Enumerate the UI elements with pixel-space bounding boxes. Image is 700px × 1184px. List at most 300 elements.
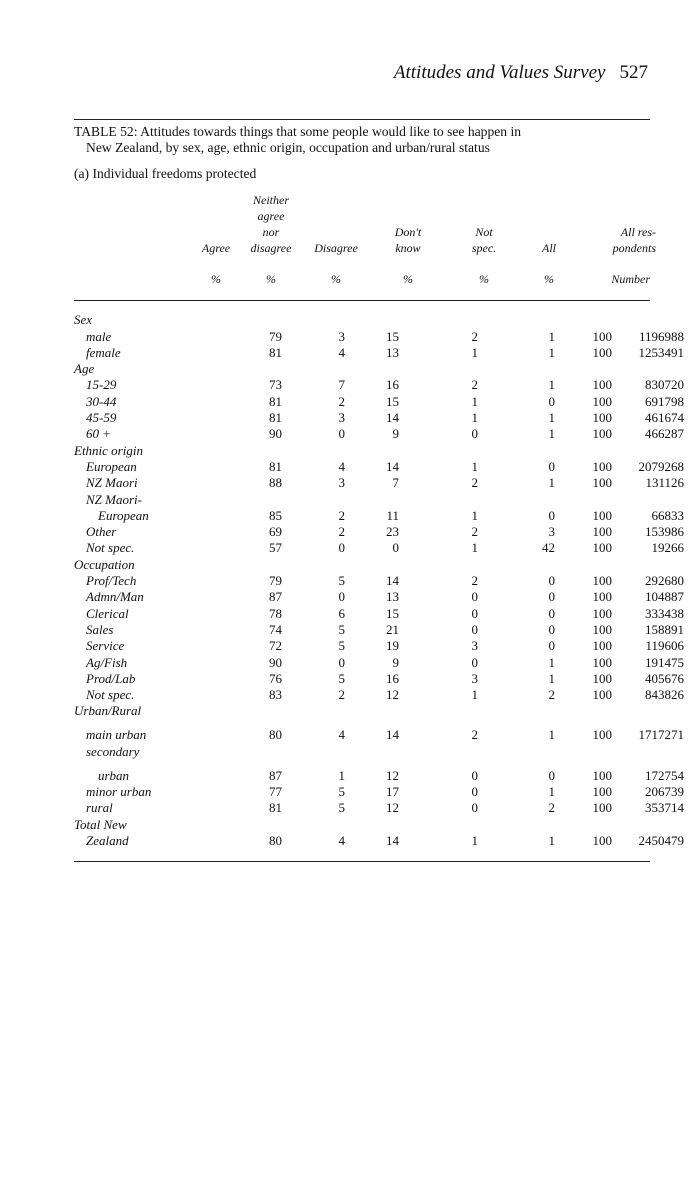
cell-dont-know: 1	[471, 393, 478, 409]
cell-all-respondents	[612, 361, 684, 377]
page-number: 527	[619, 62, 648, 83]
cell-neither: 2	[338, 393, 345, 409]
cell-agree: 81	[269, 458, 282, 474]
row-label: Not spec.	[86, 687, 135, 703]
cell-all-respondents: 191475	[645, 654, 684, 670]
row-label: female	[86, 344, 121, 360]
cell-all-respondents: 19266	[651, 540, 684, 556]
row-label: male	[86, 328, 112, 344]
cell-all-respondents: 153986	[645, 524, 684, 540]
cell-all	[555, 816, 612, 832]
cell-all: 100	[592, 800, 612, 816]
header-all-label: All	[542, 241, 556, 255]
header-disagree-label: Disagree	[314, 241, 358, 255]
cell-agree: 87	[269, 767, 282, 783]
table-caption	[74, 124, 654, 156]
cell-not-spec: 2	[548, 687, 555, 703]
cell-all: 100	[592, 687, 612, 703]
cell-not-spec: 1	[548, 670, 555, 686]
cell-all-respondents: 843826	[645, 687, 684, 703]
header-bottom-rule	[74, 300, 650, 301]
cell-not-spec	[478, 703, 555, 719]
cell-dont-know	[399, 816, 478, 832]
table-row	[74, 442, 684, 458]
cell-neither: 3	[338, 475, 345, 491]
cell-all-respondents	[612, 312, 684, 328]
cell-agree: 72	[269, 638, 282, 654]
table-row	[74, 800, 684, 816]
cell-neither: 5	[338, 784, 345, 800]
cell-all-respondents: 405676	[645, 670, 684, 686]
cell-all: 100	[592, 605, 612, 621]
cell-all-respondents: 1196988	[638, 328, 684, 344]
cell-all-respondents: 119606	[645, 638, 684, 654]
cell-agree: 80	[269, 832, 282, 848]
header-neither	[238, 192, 304, 256]
cell-not-spec: 3	[548, 524, 555, 540]
cell-disagree: 13	[386, 589, 399, 605]
cell-agree: 81	[269, 393, 282, 409]
cell-all-respondents: 333438	[645, 605, 684, 621]
cell-agree: 77	[269, 784, 282, 800]
cell-all: 100	[592, 573, 612, 589]
unit-disagree: %	[331, 272, 341, 286]
cell-all-respondents	[612, 743, 684, 759]
table-row	[74, 459, 684, 475]
cell-neither: 2	[338, 687, 345, 703]
row-label: rural	[86, 800, 113, 816]
cell-not-spec	[478, 743, 555, 759]
cell-agree: 81	[269, 344, 282, 360]
cell-dont-know: 1	[471, 410, 478, 426]
cell-agree: 90	[269, 426, 282, 442]
cell-all: 100	[592, 426, 612, 442]
cell-not-spec: 1	[548, 475, 555, 491]
header-not-spec	[456, 224, 512, 256]
cell-all	[555, 312, 612, 328]
row-label: Prod/Lab	[86, 670, 136, 686]
cell-neither: 5	[338, 573, 345, 589]
header-dont-know-line2: know	[395, 241, 421, 255]
table-row	[74, 540, 684, 556]
table-row	[74, 638, 684, 654]
cell-not-spec: 0	[548, 621, 555, 637]
cell-not-spec: 1	[548, 832, 555, 848]
cell-all	[555, 556, 612, 572]
row-label: Service	[86, 638, 125, 654]
cell-dont-know: 0	[471, 621, 478, 637]
table-row	[74, 508, 684, 524]
cell-dont-know: 2	[471, 524, 478, 540]
cell-not-spec: 42	[542, 540, 555, 556]
running-head	[394, 62, 648, 84]
table-row	[74, 703, 684, 719]
cell-disagree: 14	[386, 832, 399, 848]
cell-agree: 85	[269, 507, 282, 523]
table-subcaption: (a) Individual freedoms protected	[74, 166, 257, 181]
section-label: Sex	[74, 312, 93, 328]
cell-all: 100	[592, 458, 612, 474]
cell-agree	[198, 312, 282, 328]
cell-all: 100	[592, 670, 612, 686]
cell-dont-know	[399, 491, 478, 507]
cell-agree: 88	[269, 475, 282, 491]
cell-neither: 0	[338, 540, 345, 556]
cell-dont-know	[399, 361, 478, 377]
cell-all-respondents: 353714	[645, 800, 684, 816]
cell-disagree: 14	[386, 458, 399, 474]
cell-disagree: 16	[386, 377, 399, 393]
cell-not-spec	[478, 442, 555, 458]
cell-all: 100	[592, 638, 612, 654]
cell-all: 100	[592, 410, 612, 426]
cell-neither	[282, 361, 345, 377]
header-not-spec-line1: Not	[475, 225, 493, 239]
cell-disagree: 14	[386, 573, 399, 589]
unit-all-respondents: Number	[611, 272, 650, 286]
unit-all: %	[544, 272, 554, 286]
table-row	[74, 377, 684, 393]
cell-agree: 78	[269, 605, 282, 621]
caption-top-rule	[74, 119, 650, 120]
table-row	[74, 605, 684, 621]
cell-dont-know: 0	[471, 800, 478, 816]
cell-agree: 80	[269, 727, 282, 743]
caption-line-2: New Zealand, by sex, age, ethnic origin, occupation and urban/rural status	[86, 140, 490, 155]
cell-disagree: 16	[386, 670, 399, 686]
cell-agree: 57	[269, 540, 282, 556]
cell-not-spec: 1	[548, 328, 555, 344]
row-label: Admn/Man	[86, 589, 144, 605]
cell-dont-know: 2	[471, 573, 478, 589]
cell-all: 100	[592, 344, 612, 360]
cell-disagree: 12	[386, 800, 399, 816]
cell-all-respondents	[612, 491, 684, 507]
cell-all-respondents	[612, 442, 684, 458]
cell-all-respondents	[612, 703, 684, 719]
row-label: NZ Maori-	[86, 491, 142, 507]
cell-all-respondents: 131126	[645, 475, 684, 491]
cell-neither	[282, 703, 345, 719]
cell-not-spec: 2	[548, 800, 555, 816]
cell-disagree: 23	[386, 524, 399, 540]
table-row	[74, 361, 684, 377]
cell-dont-know: 1	[471, 458, 478, 474]
cell-not-spec: 0	[548, 393, 555, 409]
row-label: European	[98, 507, 149, 523]
cell-agree: 79	[269, 573, 282, 589]
cell-all: 100	[592, 540, 612, 556]
cell-all-respondents: 66833	[651, 507, 684, 523]
cell-all	[555, 361, 612, 377]
cell-all-respondents: 158891	[645, 621, 684, 637]
row-label: 60 +	[86, 426, 112, 442]
cell-all: 100	[592, 393, 612, 409]
cell-neither: 4	[338, 458, 345, 474]
cell-dont-know: 2	[471, 328, 478, 344]
cell-disagree	[345, 361, 399, 377]
cell-neither: 3	[338, 410, 345, 426]
cell-all: 100	[592, 832, 612, 848]
header-dont-know	[378, 224, 438, 256]
cell-neither: 1	[338, 767, 345, 783]
cell-all: 100	[592, 507, 612, 523]
cell-not-spec	[478, 491, 555, 507]
cell-neither	[282, 743, 345, 759]
header-neither-line1: Neither	[253, 193, 289, 207]
table-row	[74, 312, 684, 328]
cell-neither	[282, 816, 345, 832]
cell-dont-know: 2	[471, 377, 478, 393]
cell-dont-know: 1	[471, 540, 478, 556]
cell-disagree: 13	[386, 344, 399, 360]
table-row	[74, 393, 684, 409]
row-label: 45-59	[86, 410, 117, 426]
cell-neither: 0	[338, 589, 345, 605]
cell-dont-know: 2	[471, 727, 478, 743]
table-row	[74, 345, 684, 361]
table-row	[74, 671, 684, 687]
data-table	[74, 312, 684, 849]
cell-all: 100	[592, 654, 612, 670]
cell-dont-know	[399, 703, 478, 719]
cell-disagree	[345, 743, 399, 759]
cell-all-respondents: 466287	[645, 426, 684, 442]
cell-all: 100	[592, 727, 612, 743]
row-label: Not spec.	[86, 540, 135, 556]
cell-all: 100	[592, 589, 612, 605]
cell-all-respondents: 1717271	[638, 727, 684, 743]
cell-all: 100	[592, 475, 612, 491]
cell-neither: 4	[338, 832, 345, 848]
cell-disagree: 12	[386, 767, 399, 783]
cell-not-spec: 1	[548, 654, 555, 670]
cell-dont-know: 3	[471, 670, 478, 686]
cell-dont-know	[399, 312, 478, 328]
cell-dont-know: 0	[471, 767, 478, 783]
section-label: Urban/Rural	[74, 703, 142, 719]
caption-line-1: TABLE 52: Attitudes towards things that some people would like to see happen in	[74, 124, 522, 139]
cell-all	[555, 491, 612, 507]
header-all-respondents	[592, 224, 656, 256]
cell-neither: 2	[338, 507, 345, 523]
unit-not-spec: %	[479, 272, 489, 286]
cell-agree	[198, 703, 282, 719]
cell-neither: 3	[338, 328, 345, 344]
cell-all	[555, 703, 612, 719]
cell-neither: 2	[338, 524, 345, 540]
row-label: Clerical	[86, 605, 129, 621]
cell-agree	[198, 556, 282, 572]
cell-agree: 79	[269, 328, 282, 344]
row-label: secondary	[86, 743, 140, 759]
cell-agree	[198, 361, 282, 377]
cell-agree: 87	[269, 589, 282, 605]
cell-all-respondents	[612, 556, 684, 572]
cell-agree: 83	[269, 687, 282, 703]
cell-neither: 0	[338, 426, 345, 442]
cell-all: 100	[592, 377, 612, 393]
table-row	[74, 743, 684, 759]
cell-neither: 7	[338, 377, 345, 393]
section-label: Total New	[74, 816, 127, 832]
table-bottom-rule	[74, 861, 650, 862]
cell-not-spec: 1	[548, 344, 555, 360]
header-neither-line4: disagree	[250, 241, 292, 255]
row-label: Zealand	[86, 832, 129, 848]
cell-all	[555, 743, 612, 759]
header-all-respondents-line2: pondents	[612, 241, 656, 255]
cell-not-spec: 0	[548, 638, 555, 654]
cell-dont-know	[399, 743, 478, 759]
cell-not-spec: 1	[548, 377, 555, 393]
cell-neither: 4	[338, 727, 345, 743]
row-label: NZ Maori	[86, 475, 138, 491]
unit-dont-know: %	[403, 272, 413, 286]
cell-all-respondents	[612, 816, 684, 832]
cell-disagree: 15	[386, 605, 399, 621]
header-all-respondents-line1: All res-	[620, 225, 656, 239]
row-label: Other	[86, 524, 117, 540]
table-row	[74, 410, 684, 426]
cell-dont-know	[399, 442, 478, 458]
cell-disagree: 14	[386, 727, 399, 743]
cell-all: 100	[592, 524, 612, 540]
running-head-title: Attitudes and Values Survey	[393, 62, 606, 83]
row-label: Prof/Tech	[86, 573, 137, 589]
cell-neither: 5	[338, 638, 345, 654]
cell-disagree	[345, 703, 399, 719]
cell-dont-know: 0	[471, 589, 478, 605]
cell-not-spec: 0	[548, 573, 555, 589]
table-row	[74, 687, 684, 703]
cell-all: 100	[592, 328, 612, 344]
cell-all-respondents: 461674	[645, 410, 684, 426]
cell-dont-know	[399, 556, 478, 572]
cell-neither: 5	[338, 800, 345, 816]
cell-agree: 90	[269, 654, 282, 670]
header-neither-line2: agree	[257, 209, 285, 223]
cell-agree	[198, 442, 282, 458]
cell-agree	[198, 816, 282, 832]
cell-dont-know: 0	[471, 654, 478, 670]
cell-neither: 6	[338, 605, 345, 621]
cell-all	[555, 442, 612, 458]
cell-neither: 0	[338, 654, 345, 670]
cell-all-respondents: 172754	[645, 767, 684, 783]
header-all	[524, 240, 574, 256]
cell-agree: 76	[269, 670, 282, 686]
table-row	[74, 719, 684, 743]
cell-disagree: 12	[386, 687, 399, 703]
cell-disagree: 14	[386, 410, 399, 426]
cell-not-spec: 0	[548, 458, 555, 474]
header-neither-line3: nor	[262, 225, 280, 239]
cell-all: 100	[592, 621, 612, 637]
cell-all-respondents: 206739	[645, 784, 684, 800]
header-dont-know-line1: Don't	[394, 225, 422, 239]
cell-all-respondents: 691798	[645, 393, 684, 409]
cell-disagree: 9	[392, 654, 399, 670]
cell-not-spec: 1	[548, 727, 555, 743]
table-row	[74, 426, 684, 442]
table-row	[74, 573, 684, 589]
cell-not-spec	[478, 312, 555, 328]
cell-disagree	[345, 442, 399, 458]
cell-disagree: 21	[386, 621, 399, 637]
table-row	[74, 524, 684, 540]
cell-all-respondents: 1253491	[638, 344, 684, 360]
cell-agree: 81	[269, 410, 282, 426]
cell-agree	[198, 491, 282, 507]
cell-agree	[198, 743, 282, 759]
cell-dont-know: 0	[471, 605, 478, 621]
cell-disagree: 0	[392, 540, 399, 556]
table-row	[74, 475, 684, 491]
cell-all-respondents: 2079268	[638, 458, 684, 474]
table-row	[74, 328, 684, 344]
cell-not-spec	[478, 556, 555, 572]
row-label: Ag/Fish	[86, 654, 128, 670]
cell-agree: 73	[269, 377, 282, 393]
row-label: European	[86, 458, 137, 474]
row-label: minor urban	[86, 784, 152, 800]
cell-disagree: 11	[386, 507, 399, 523]
header-agree-label: Agree	[201, 241, 231, 255]
cell-not-spec: 0	[548, 605, 555, 621]
table-body	[74, 312, 684, 849]
cell-not-spec: 0	[548, 589, 555, 605]
table-row	[74, 833, 684, 849]
table-row	[74, 654, 684, 670]
cell-all-respondents: 104887	[645, 589, 684, 605]
cell-disagree: 19	[386, 638, 399, 654]
unit-agree: %	[211, 272, 221, 286]
row-label: 15-29	[86, 377, 117, 393]
cell-neither: 5	[338, 621, 345, 637]
cell-dont-know: 1	[471, 507, 478, 523]
table-row	[74, 760, 684, 784]
section-label: Occupation	[74, 556, 135, 572]
row-label: Sales	[86, 621, 114, 637]
cell-all-respondents: 292680	[645, 573, 684, 589]
cell-not-spec: 1	[548, 426, 555, 442]
cell-agree: 69	[269, 524, 282, 540]
cell-not-spec: 0	[548, 767, 555, 783]
row-label: main urban	[86, 727, 147, 743]
row-label: urban	[98, 767, 130, 783]
cell-disagree	[345, 556, 399, 572]
cell-disagree: 17	[386, 784, 399, 800]
cell-neither	[282, 442, 345, 458]
cell-dont-know: 1	[471, 344, 478, 360]
section-label: Age	[74, 361, 95, 377]
cell-not-spec: 0	[548, 507, 555, 523]
cell-neither	[282, 312, 345, 328]
cell-disagree: 7	[392, 475, 399, 491]
cell-all-respondents: 2450479	[638, 832, 684, 848]
cell-disagree: 15	[386, 328, 399, 344]
table-row	[74, 589, 684, 605]
cell-neither: 4	[338, 344, 345, 360]
table-row	[74, 784, 684, 800]
cell-not-spec	[478, 816, 555, 832]
cell-dont-know: 2	[471, 475, 478, 491]
table-row	[74, 622, 684, 638]
cell-agree: 81	[269, 800, 282, 816]
section-label: Ethnic origin	[74, 442, 143, 458]
table-row	[74, 816, 684, 832]
